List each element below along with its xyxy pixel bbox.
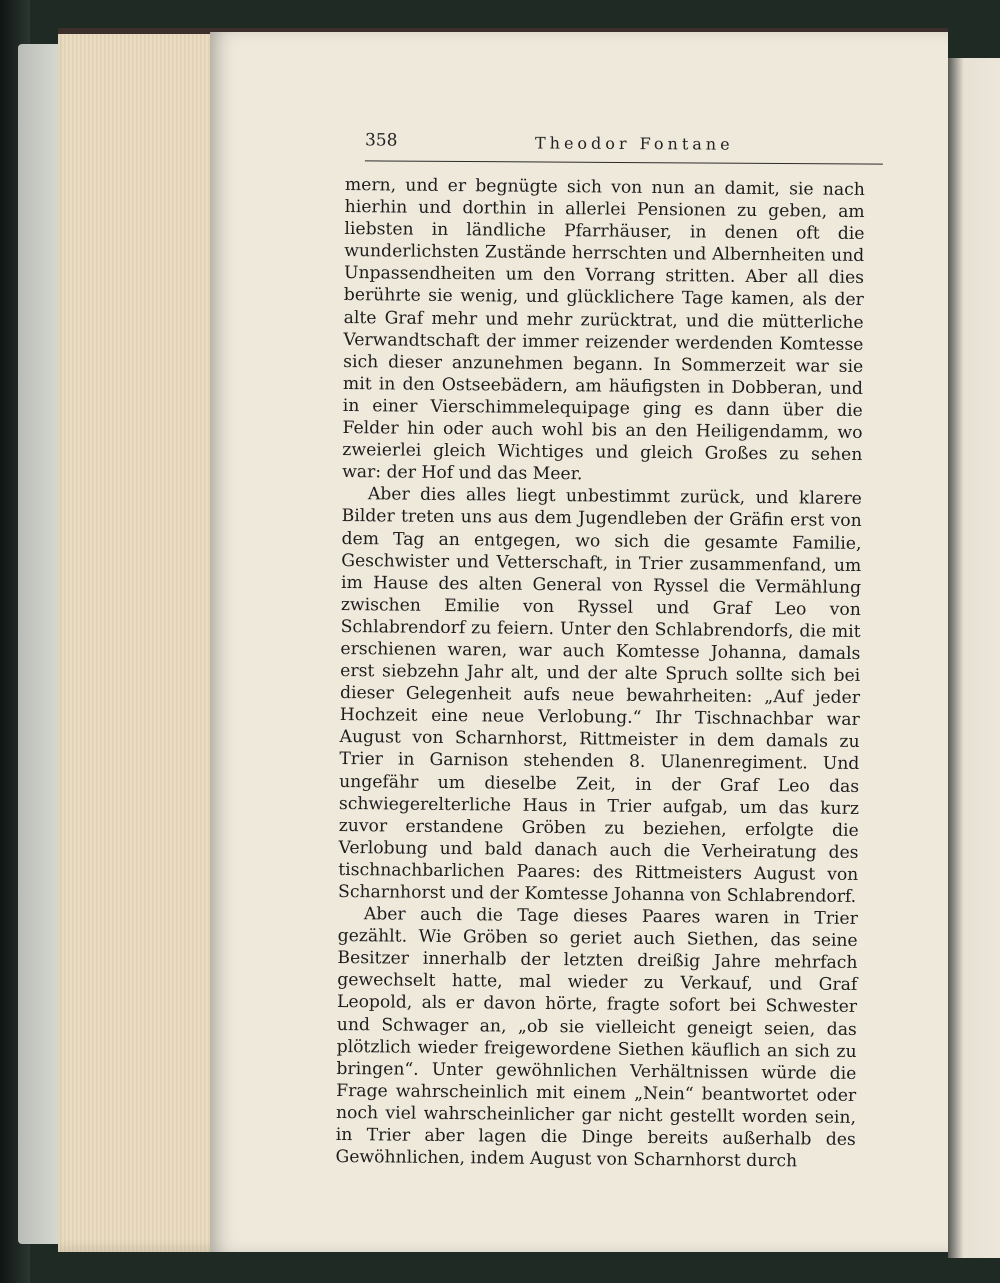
paragraph-3: Aber auch die Tage dieses Paares waren in Trier gezählt. Wie Gröben so geriet auch Siethen, das seine Besitzer innerhalb der letzten dreißig Jahre mehrfach gewechselt hatte, mal wieder zu Verkauf, und Graf Leopold, als er davon hörte, fragte sofort bei Schwester und Schwager an, „ob sie vielleicht geneigt seien, das plötzlich wieder freigewordene Siethen käuflich an sich zu bringen“. Unter gewöhnlichen Verhältnissen würde die Frage wahrscheinlich mit einem „Nein“ beantwortet oder noch viel wahrscheinlicher gar nicht gestellt worden sein, in Trier aber lagen die Dinge bereits außerhalb des Gewöhnlichen, indem August von Scharnhorst durch — [335, 904, 858, 1172]
page-edges — [58, 34, 228, 1252]
facing-page — [948, 58, 1000, 1258]
page-number: 358 — [364, 130, 398, 151]
paragraph-2: Aber dies alles liegt unbestimmt zurück, und klarere Bilder treten uns aus dem Jugendleben der Gräfin erst von dem Tag an entgegen, wo sich die gesamte Familie, Geschwister und Vetterschaft, in Trier zusammenfand, um im Hause des alten General von Ryssel die Vermählung zwischen Emilie von Ryssel und Graf Leo von Schlabrendorf zu feiern. Unter den Schlabrendorfs, die mit erschienen waren, war auch Komtesse Johanna, damals erst siebzehn Jahr alt, und der alte Spruch sollte sich bei dieser Gelegenheit aufs neue bewahrheiten: „Auf jeder Hochzeit eine neue Verlobung.“ Ihr Tischnachbar war August von Scharnhorst, Rittmeister in dem damals zu Trier in Garnison stehenden 8. Ulanenregiment. Und ungefähr um dieselbe Zeit, in der Graf Leo das schwiegerelterliche Haus in Trier aufgab, um das kurz zuvor erstandene Gröben zu beziehen, erfolgte die Verlobung und bald danach auch die Verheiratung des tischnachbarlichen Paares: des Rittmeisters August von Scharnhorst und der Komtesse Johanna von Schlabrendorf. — [338, 484, 862, 907]
book-page — [210, 32, 948, 1252]
body-text — [335, 174, 865, 1173]
page-header — [365, 126, 883, 164]
running-head: Theodor Fontane — [534, 133, 734, 154]
paragraph-1: mern, und er begnügte sich von nun an damit, sie nach hierhin und dorthin in allerlei Pensionen zu geben, am liebsten in ländliche Pfarrhäuser, in denen oft die wunderlichsten Zustände herrschten und Albernheiten und Unpassendheiten um den Vorrang stritten. Aber all dies berührte sie wenig, und glücklichere Tage kamen, als der alte Graf mehr und mehr zurücktrat, und die mütterliche Verwandtschaft der immer reizender werdenden Komtesse sich dieser anzunehmen begann. In Sommerzeit war sie mit in den Ostseebädern, am häufigsten in Dobberan, und in einer Vierschimmelequipage ging es dann über die Felder hin oder auch wohl bis an den Heiligendamm, wo zweierlei gleich Wichtiges und gleich Großes zu sehen war: der Hof und das Meer. — [342, 174, 865, 485]
